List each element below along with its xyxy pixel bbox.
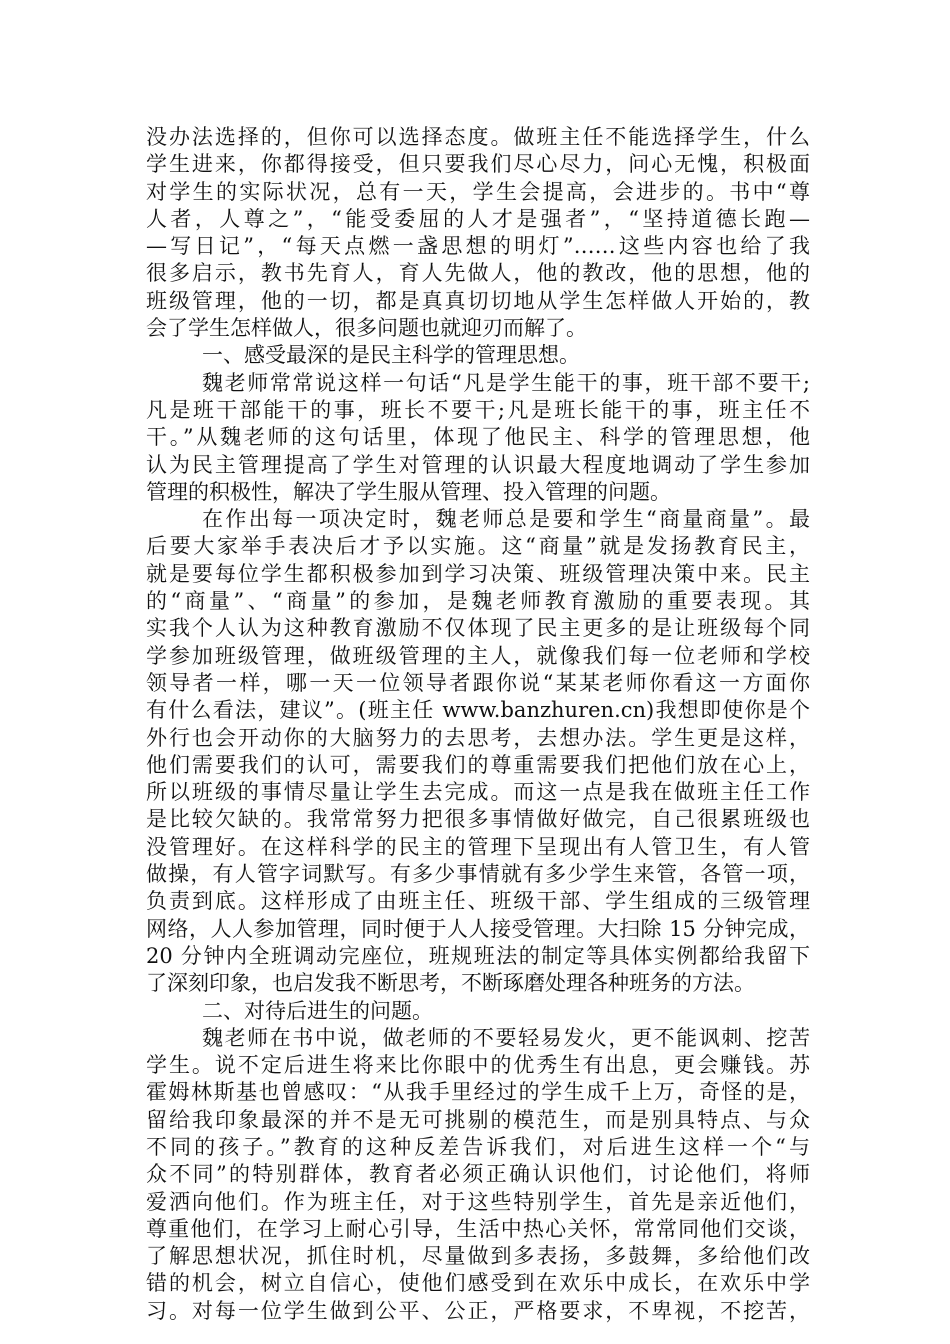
text-line: 学生进来，你都得接受，但只要我们尽心尽力，问心无愧，积极面 — [146, 152, 810, 177]
text-line: 就是要每位学生都积极参加到学习决策、班级管理决策中来。民主 — [146, 561, 810, 586]
text-line: 管理的积极性，解决了学生服从管理、投入管理的问题。 — [146, 479, 671, 504]
text-line: 习。对每一位学生做到公平、公正，严格要求，不卑视，不挖苦， — [146, 1298, 810, 1323]
text-line: 干。”从魏老师的这句话里，体现了他民主、科学的管理思想，他 — [146, 425, 810, 450]
text-line: 做操，有人管字词默写。有多少事情就有多少学生来管，各管一项， — [146, 862, 810, 887]
text-line: 学参加班级管理，做班级管理的主人，就像我们每一位老师和学校 — [146, 643, 810, 668]
text-line: 班级管理，他的一切，都是真真切切地从学生怎样做人开始的，教 — [146, 288, 810, 313]
text-line: 在作出每一项决定时，魏老师总是要和学生“商量商量”。最 — [202, 507, 810, 532]
text-line: 会了学生怎样做人，很多问题也就迎刃而解了。 — [146, 316, 587, 341]
text-line: 外行也会开动你的大脑努力的去思考，去想办法。学生更是这样， — [146, 725, 810, 750]
text-line: 实我个人认为这种教育激励不仅体现了民主更多的是让班级每个同 — [146, 616, 810, 641]
text-line: 魏老师在书中说，做老师的不要轻易发火，更不能讽刺、挖苦 — [202, 1025, 810, 1050]
text-line: 很多启示，教书先育人，育人先做人，他的教改，他的思想，他的 — [146, 261, 810, 286]
text-line: 众不同”的特别群体，教育者必须正确认识他们，讨论他们，将师 — [146, 1162, 810, 1187]
text-line: 人者，人尊之”，“能受委屈的人才是强者”，“坚持道德长跑— — [146, 206, 810, 231]
text-line: 不同的孩子。”教育的这种反差告诉我们，对后进生这样一个“与 — [146, 1134, 810, 1159]
text-line: 后要大家举手表决后才予以实施。这“商量”就是发扬教育民主， — [146, 534, 810, 559]
text-line: 网络，人人参加管理，同时便于人人接受管理。大扫除 15 分钟完成， — [146, 916, 810, 941]
text-line: 负责到底。这样形成了由班主任、班级干部、学生组成的三级管理 — [146, 889, 810, 914]
document-body — [146, 124, 810, 1325]
text-line: 霍姆林斯基也曾感叹：“从我手里经过的学生成千上万，奇怪的是， — [146, 1080, 810, 1105]
text-line: 没管理好。在这样科学的民主的管理下呈现出有人管卫生，有人管 — [146, 834, 810, 859]
text-line: 尊重他们，在学习上耐心引导，生活中热心关怀，常常同他们交谈， — [146, 1216, 810, 1241]
text-line: 学生。说不定后进生将来比你眼中的优秀生有出息，更会赚钱。苏 — [146, 1053, 810, 1078]
text-line: 20 分钟内全班调动完座位，班规班法的制定等具体实例都给我留下 — [146, 943, 810, 968]
text-line: 认为民主管理提高了学生对管理的认识最大程度地调动了学生参加 — [146, 452, 810, 477]
text-line: 了解思想状况，抓住时机，尽量做到多表扬，多鼓舞，多给他们改 — [146, 1244, 810, 1269]
text-line: 对学生的实际状况，总有一天，学生会提高，会进步的。书中“尊 — [146, 179, 810, 204]
text-line: 没办法选择的，但你可以选择态度。做班主任不能选择学生，什么 — [146, 125, 810, 149]
text-line: 他们需要我们的认可，需要我们的尊重需要我们把他们放在心上， — [146, 752, 810, 777]
text-line: 是比较欠缺的。我常常努力把很多事情做好做完，自己很累班级也 — [146, 807, 810, 832]
text-line: 错的机会，树立自信心，使他们感受到在欢乐中成长，在欢乐中学 — [146, 1271, 810, 1296]
text-line: 领导者一样，哪一天一位领导者跟你说“某某老师你看这一方面你 — [146, 670, 810, 695]
text-line: 有什么看法，建议”。(班主任 www.banzhuren.cn)我想即使你是个 — [146, 698, 810, 723]
text-line: 二、对待后进生的问题。 — [202, 998, 433, 1023]
text-line: 魏老师常常说这样一句话“凡是学生能干的事，班干部不要干; — [202, 370, 810, 395]
text-line: 留给我印象最深的并不是无可挑剔的模范生，而是别具特点、与众 — [146, 1107, 810, 1132]
text-line: 了深刻印象，也启发我不断思考，不断琢磨处理各种班务的方法。 — [146, 971, 755, 996]
text-line: 凡是班干部能干的事，班长不要干;凡是班长能干的事，班主任不 — [146, 397, 810, 422]
text-line: 一、感受最深的是民主科学的管理思想。 — [202, 343, 580, 368]
text-line: —写日记”，“每天点燃一盏思想的明灯”……这些内容也给了我 — [146, 234, 810, 259]
text-line: 的“商量”、“商量”的参加，是魏老师教育激励的重要表现。其 — [146, 589, 810, 614]
text-line: 爱洒向他们。作为班主任，对于这些特别学生，首先是亲近他们， — [146, 1189, 810, 1214]
text-line: 所以班级的事情尽量让学生去完成。而这一点是我在做班主任工作 — [146, 780, 810, 805]
